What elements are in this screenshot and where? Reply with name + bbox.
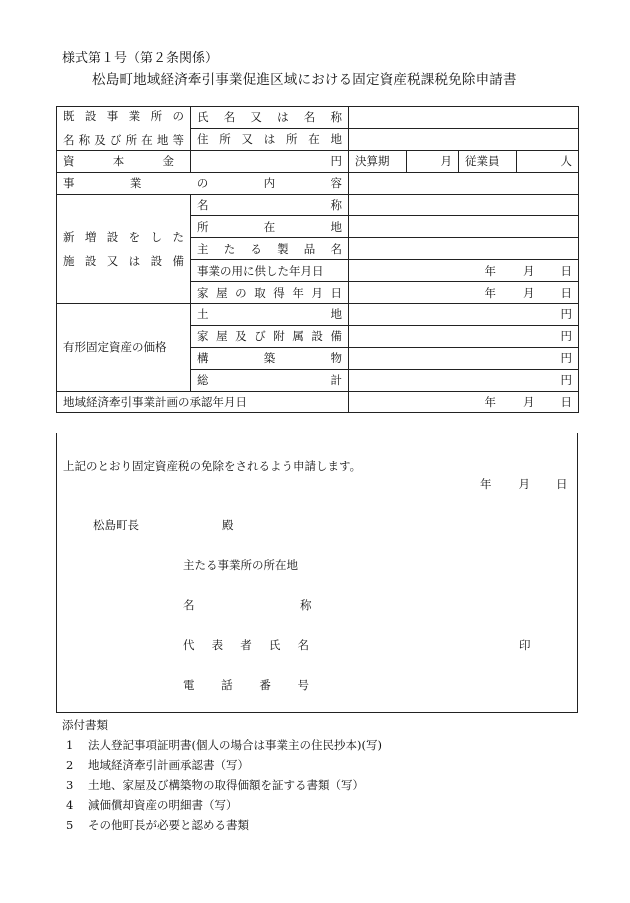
capital-unit: 円 — [330, 154, 342, 169]
business-use-date-label: 事業の用に供した年月日 — [197, 263, 324, 278]
asset-total-label: 総 計 — [197, 373, 342, 388]
yen-unit: 円 — [560, 307, 572, 322]
address-label: 住 所 又 は 所 在 地 — [197, 132, 342, 147]
existing-office-label-line2: 名 称 及 び 所 在 地 等 — [63, 133, 184, 148]
addressee: 松島町長 — [93, 518, 139, 532]
facility-label-line2: 施 設 又 は 設 備 — [63, 253, 184, 268]
building-acquisition-date-label: 家 屋 の 取 得 年 月 日 — [197, 285, 342, 300]
seal-mark: 印 — [519, 638, 531, 652]
fiscal-period-value-cell[interactable] — [407, 150, 459, 172]
existing-office-label — [57, 107, 191, 151]
declaration-box — [56, 433, 578, 713]
asset-building-value-cell[interactable] — [349, 325, 579, 347]
business-content-label: 事 業 の 内 容 — [63, 176, 342, 191]
asset-row-label-cell — [191, 347, 349, 369]
facility-label-line1: 新 増 設 を し た — [63, 229, 184, 244]
applicant-name-label-b: 称 — [300, 598, 312, 612]
honorific: 殿 — [222, 518, 234, 532]
fiscal-period-label: 決算期 — [355, 154, 390, 169]
declaration-date-month: 月 — [518, 477, 530, 491]
declaration-statement: 上記のとおり固定資産税の免除をされるよう申請します。 — [63, 459, 362, 473]
form-number: 様式第１号（第２条関係） — [62, 51, 219, 66]
attachment-item: 4 減価償却資産の明細書（写） — [66, 798, 238, 812]
address-label-cell — [191, 128, 349, 150]
employees-label-cell — [459, 150, 517, 172]
facility-name-value-cell[interactable] — [349, 194, 579, 216]
name-label: 氏 名 又 は 名 称 — [197, 110, 342, 125]
date-day-unit: 日 — [560, 263, 572, 278]
attachment-item: 3 土地、家屋及び構築物の取得価額を証する書類（写） — [66, 778, 364, 792]
facility-location-value-cell[interactable] — [349, 216, 579, 238]
date-month-unit: 月 — [523, 285, 535, 300]
attachments-title: 添付書類 — [62, 718, 108, 732]
asset-value-label — [57, 304, 191, 392]
facility-row-label-cell — [191, 216, 349, 238]
applicant-name-label-a: 名 — [183, 598, 195, 612]
facility-product-value-cell[interactable] — [349, 238, 579, 260]
application-table — [56, 106, 579, 413]
asset-row-label-cell — [191, 325, 349, 347]
date-month-unit: 月 — [523, 395, 535, 410]
asset-land-label: 土 地 — [197, 307, 342, 322]
month-unit: 月 — [440, 154, 452, 169]
person-unit: 人 — [560, 154, 572, 169]
facility-row-label-cell — [191, 260, 349, 282]
building-acquisition-date-value-cell[interactable] — [349, 282, 579, 304]
attachment-item: 2 地域経済牽引計画承認書（写） — [66, 758, 249, 772]
declaration-date-year: 年 — [480, 477, 492, 491]
capital-label-cell — [57, 150, 191, 172]
facility-product-label: 主 た る 製 品 名 — [197, 241, 342, 256]
fiscal-period-label-cell — [349, 150, 407, 172]
yen-unit: 円 — [560, 351, 572, 366]
date-year-unit: 年 — [484, 395, 496, 410]
facility-row-label-cell — [191, 282, 349, 304]
declaration-date-day: 日 — [556, 477, 568, 491]
date-month-unit: 月 — [523, 263, 535, 278]
existing-office-label-line1: 既 設 事 業 所 の — [63, 109, 184, 124]
employees-label: 従業員 — [465, 154, 500, 169]
asset-land-value-cell[interactable] — [349, 304, 579, 326]
capital-label: 資 本 金 — [63, 154, 174, 169]
facility-label — [57, 194, 191, 303]
name-value-cell[interactable] — [349, 107, 579, 129]
business-content-value-cell[interactable] — [349, 172, 579, 194]
facility-name-label: 名 称 — [197, 198, 342, 212]
yen-unit: 円 — [560, 329, 572, 344]
date-day-unit: 日 — [560, 395, 572, 410]
asset-total-value-cell[interactable] — [349, 369, 579, 391]
business-use-date-value-cell[interactable] — [349, 260, 579, 282]
asset-building-label: 家 屋 及 び 附 属 設 備 — [197, 329, 342, 344]
employees-value-cell[interactable] — [517, 150, 579, 172]
facility-location-label: 所 在 地 — [197, 219, 342, 234]
date-year-unit: 年 — [484, 263, 496, 278]
business-content-label-cell — [57, 172, 349, 194]
attachment-item: 5 その他町長が必要と認める書類 — [66, 818, 249, 832]
asset-row-label-cell — [191, 369, 349, 391]
facility-row-label-cell — [191, 238, 349, 260]
address-value-cell[interactable] — [349, 128, 579, 150]
approval-date-value-cell[interactable] — [349, 391, 579, 413]
asset-structure-label: 構 築 物 — [197, 351, 342, 366]
facility-row-label-cell — [191, 194, 349, 216]
asset-value-label-text: 有形固定資産の価格 — [63, 340, 167, 355]
representative-label — [183, 637, 309, 653]
approval-date-label: 地域経済牽引事業計画の承認年月日 — [63, 395, 247, 410]
form-title: 松島町地域経済牽引事業促進区域における固定資産税課税免除申請書 — [92, 72, 517, 88]
name-label-cell — [191, 107, 349, 129]
asset-row-label-cell — [191, 304, 349, 326]
phone-label — [183, 677, 309, 693]
date-year-unit: 年 — [484, 285, 496, 300]
yen-unit: 円 — [560, 373, 572, 388]
date-day-unit: 日 — [560, 285, 572, 300]
office-location-label: 主たる事業所の所在地 — [183, 558, 298, 572]
phone-label-text: 電 話 番 号 — [183, 678, 309, 692]
declaration-date[interactable] — [480, 476, 568, 492]
capital-value-cell[interactable] — [191, 150, 349, 172]
asset-structure-value-cell[interactable] — [349, 347, 579, 369]
attachment-item: 1 法人登記事項証明書(個人の場合は事業主の住民抄本)(写) — [66, 738, 382, 752]
representative-label-text: 代 表 者 氏 名 — [183, 638, 309, 652]
approval-date-label-cell — [57, 391, 349, 413]
